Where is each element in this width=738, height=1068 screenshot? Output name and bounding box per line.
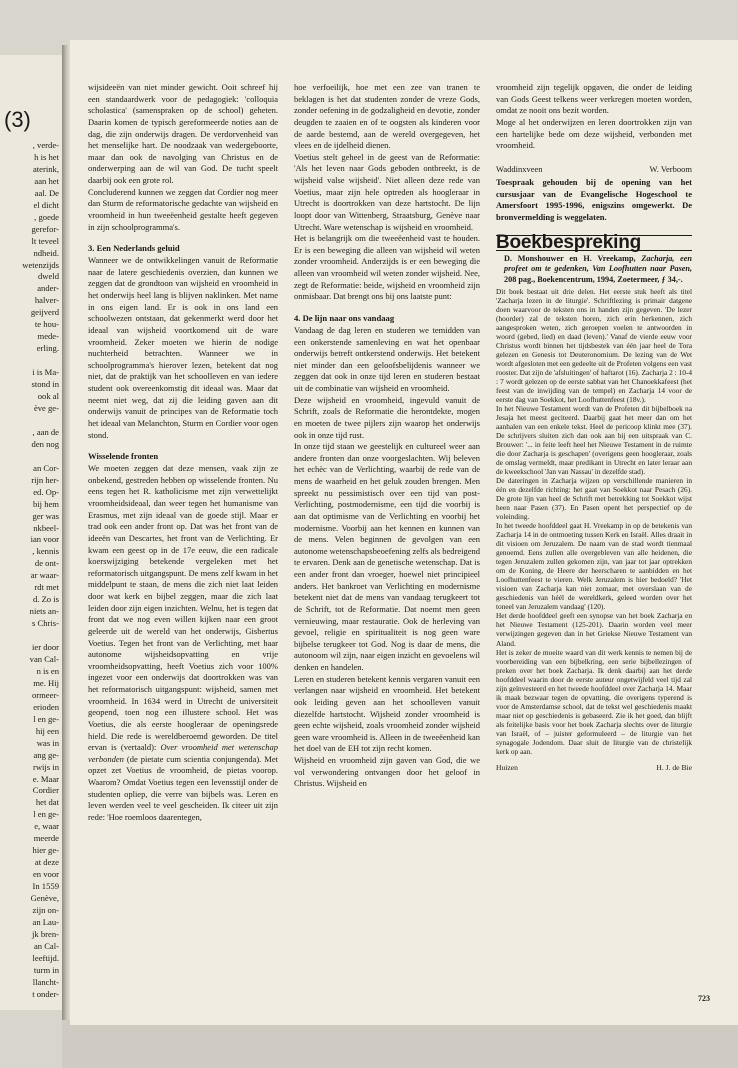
fragment-line: an Cal-: [33, 940, 59, 951]
reviewer-signature: [496, 762, 692, 774]
review-paragraph: De dateringen in Zacharja wijzen op verschillende manieren in één en dezelfde richting: het gaat van Soekkot naar Pesach (26). De grote lijn van heel de Schrift met betrekking tot Soekkot wijst heen naar Pasen (37). En Pasen opent het perspectief op de voleinding.: [496, 476, 692, 522]
fragment-line: ook al: [37, 391, 59, 402]
fragment-line: ger was: [32, 510, 59, 521]
fragment-line: i is Ma-: [32, 367, 59, 378]
fragment-line: wetenzijds: [22, 259, 59, 270]
fragment-line: n is en: [36, 665, 59, 676]
fragment-line: llancht-: [32, 976, 59, 987]
fragment-line: e, waar: [34, 821, 59, 832]
fragment-line: hier ge-: [32, 845, 59, 856]
signature-name: W. Verboom: [649, 163, 692, 174]
fragment-line: nkbeel-: [33, 522, 59, 533]
fragment-line: van Cal-: [29, 653, 59, 664]
fragment-line: hij een: [35, 725, 59, 736]
fragment-line: me. Hij: [33, 677, 59, 688]
fragment-line: h is het: [34, 151, 59, 162]
review-paragraph: Het is zeker de moeite waard van dit werk kennis te nemen bij de voorbereiding van een bijbelkring, een serie bijbellezingen of preken over het boek Zacharja. Ik denk daarbij aan het derde hoofddeel waarin door de eerste auteur ongetwijfeld veel tijd zal zijn geïnvesteerd en het tweede hoofddeel over Zacharja 14. Maar ik maak bezwaar tegen de opvatting, die overigens typerend is voor de Amsterdamse school, dat de tekst wel geschiedenis maakt maar niet op geschiedenis is gebaseerd. Zie ik het goed, dan blijft als feitelijke basis voor het boek Zacharja slechts over de liturgie van Israël, of – juister geformuleerd – de liturgie van het synagogale Jodendom. Daar sluit de liturgie van de christelijk kerk op aan.: [496, 647, 692, 756]
paragraph: Concluderend kunnen we zeggen dat Cordier nog meer dan Sturm de reformatorische gedachte van wijsheid en vroomheid in hun tweeëenheid gestalte heeft gegeven in zijn schoolprogramma's.: [88, 186, 278, 232]
section-heading: Wisselende fronten: [88, 451, 159, 462]
fragment-line: Genève,: [30, 893, 59, 904]
fragment-line: ed. Op-: [33, 486, 59, 497]
fragment-line: rwijs in: [32, 761, 59, 772]
fragment-line: [3, 355, 59, 367]
fragment-line: meerde: [33, 833, 59, 844]
paragraph: Deze wijsheid en vroomheid, ingevuld vanuit de Schrift, zoals de Reformatie die herontdekte, mogen en moeten de twee pijlers zijn waarop het onderwijs ook in onze tijd rust.: [294, 394, 480, 440]
fragment-line: at deze: [34, 857, 59, 868]
review-paragraph: Het derde hoofddeel geeft een synopse van het boek Zacharja en het Nieuwe Testament (125-201). Daarin worden veel meer verwijzingen gegeven dan in het Griekse Nieuwe Testament van Aland.: [496, 611, 692, 648]
fragment-line: te hou-: [34, 319, 59, 330]
fragment-line: rdt met: [34, 582, 59, 593]
paragraph: hoe verfoeilijk, hoe met een zee van tranen te beklagen is het dat studenten zonder de vreze Gods, zonder oefening in de godzaligheid en devotie, zonder deugden te zaaien en of te oogsten als kinderen voor de aarde bestemd, aan de wereld overgegeven, het vlees en de ijdelheid dienen.: [294, 82, 480, 151]
scan-margin: [62, 1020, 738, 1068]
column-1: [88, 82, 278, 824]
book-gutter: [62, 45, 70, 1020]
fragment-line: [3, 451, 59, 463]
fragment-line: mede-: [37, 331, 59, 342]
page-number: 723: [698, 994, 710, 1003]
fragment-line: ang ge-: [33, 749, 59, 760]
paragraph: vroomheid zijn tegelijk opgaven, die onder de leiding van Gods Geest telkens weer verkregen moeten worden, omdat ze nooit ons bezit worden.: [496, 82, 692, 116]
book-title: Zacharja, een profeet om te gedenken, Van Loofhutten naar Pasen,: [504, 254, 692, 274]
paragraph: Voetius stelt geheel in de geest van de Reformatie: 'Als het leven naar Gods geboden ontbreekt, is de wijsheid valse wijsheid'. Niet alleen deze rede van Voetius, maar zijn hele optreden als hoogleraar in Utrecht is doortrokken van deze hartstocht. De lijn loopt door van Wittenberg, Straatsburg, Genève naar Utrecht. Ware wetenschap is wijsheid en vroomheid.: [294, 151, 480, 232]
fragment-line: zijn on-: [32, 905, 59, 915]
section-heading: 3. Een Nederlands geluid: [88, 243, 180, 254]
signature-name: H. J. de Bie: [656, 762, 692, 772]
book-reference: D. Monshouwer en H. Vreekamp, Zacharja, een profeet om te gedenken, Van Loofhutten naar Pasen, 208 pag., Boekencentrum, 1994, Zoetermeer, ƒ 34,-.: [504, 254, 692, 284]
review-paragraph: Dit boek bestaat uit drie delen. Het eerste stuk heeft als titel 'Zacharja lezen in de liturgie'. Schriftlezing is primair datgene doen waarvoor de teksten ons in handen zijn gegeven. 'De lezer (hoorder) zal de teksten horen, zich erin herkennen, zich aangesproken weten, zich geroepen voelen te antwoorden in woord (gebed, lied) en daad (leven).' Vanaf de vierde eeuw voor Christus wordt binnen het tijdsbestek van één jaar heel de Tora gelezen en Genesis tot Deuteronomium. De lezing van de Wet wordt afgesloten met een gedeelte uit de Profeten volgens een vast rooster. Dat zijn de 'afsluitingen' of haftarot (16). Zacharja 2 : 10-4 : 7 wordt gelezen op de eerste sabbat van het Chanoekkafeest (het feest van de inwijding van de tempel) en Zacharja 14 voor de eerste dag van Soekkot, het Loofhuttenfeest (18v.).: [496, 286, 692, 405]
paragraph: Moge al het onderwijzen en leren doortrokken zijn van een hartelijke bede om deze wijsheid, verbonden met vroomheid.: [496, 116, 692, 151]
paragraph: We moeten zeggen dat deze mensen, vaak zijn ze onbekend, gestreden hebben op wisselende fronten. Nu eens tegen het R. katholicisme met zijn verwettelijkt vroomheidsideaal, dan weer tegen het humanisme van Erasmus, met zijn ideaal van de goede stijl. Maar er trad ook een ander front op. Dat was het front van de ideeën van Descartes, het front van de Verlichting. Er kwam een geest op in de 17e eeuw, die een radicale koerswijziging betekende vergeleken met het reformatorisch uitgangspunt. De mens zelf kwam in het middelpunt te staan, de mens die zich niet laat leiden door wat kerk en bijbel zeggen, maar die zich laat leiden door zijn eigen inzichten. Welnu, het is tegen dat front dat we nog even willen kijken naar een groot geleerde uit de wereld van het onderwijs, Gisbertus Voetius. Tegen het front van de Verlichting, met haar autonome wijsheidsopvatting en vrije vroomheidsopvatting, heeft Voetius zich voor 100% ingezet voor een onderwijs dat doortrokken was van het reformatorisch uitgangspunt: wijsheid, samen met vroomheid. In 1634 werd in Utrecht de universiteit geopend, toen nog een illustere school. Het was Voetius, die als eerste hoogleraar de openingsrede hield. Die rede is wereldberoemd geworden. De titel ervan is (vertaald): Over vroomheid met wetenschap verbonden (de pietate cum scientia conjungenda). Met opzet zet Voetius de vroomheid, de pietas voorop. Waarom? Omdat Voetius tegen een levensstijl onder de studenten opliep, die verre van bijbels was. Leren en leven werden veel te veel gescheiden. Ik citeer uit zijn rede: 'Hoe roemloos daarentegen,: [88, 463, 278, 822]
fragment-line: l en ge-: [33, 809, 59, 820]
fragment-line: l en ge-: [33, 713, 59, 724]
review-section-heading: Boekbespreking: [496, 235, 692, 251]
fragment-line: geijverd: [30, 307, 59, 318]
fragment-line: ander-: [37, 283, 59, 294]
fragment-line: dweld: [37, 271, 59, 282]
fragment-line: lt teveel: [31, 235, 59, 246]
fragment-line: In 1559: [32, 881, 59, 892]
fragment-line: an Cor-: [33, 462, 59, 473]
fragment-line: , goede: [34, 211, 59, 222]
fragment-line: leeftijd.: [32, 952, 59, 963]
fragment-line: , aan de: [32, 426, 59, 437]
fragment-line: niets an-: [29, 606, 59, 617]
fragment-line: aan het: [34, 175, 59, 186]
fragment-line: , kennis: [32, 546, 59, 557]
column-2: [294, 82, 480, 790]
review-body: [496, 287, 692, 756]
fragment-line: stond in: [31, 379, 59, 390]
lecture-title: Over vroomheid met wetenschap verbonden: [88, 742, 278, 764]
fragment-line: t onder-: [32, 988, 59, 999]
fragment-line: [3, 415, 59, 427]
fragment-line: en voor: [32, 869, 59, 880]
fragment-line: rijn her-: [31, 474, 59, 485]
fragment-line: het dat: [35, 797, 59, 808]
fragment-line: el dicht: [33, 199, 59, 210]
fragment-line: halver-: [34, 295, 59, 306]
magazine-page: [70, 40, 738, 1025]
paragraph: wijsideeën van niet minder gewicht. Ooit schreef hij een standaardwerk voor de pedagogiek: 'colloquia scholastica' (samenspraken op de school) geheten. Daarin komen de typisch gereformeerde noties aan de dag, die zijn onderwijs dragen. De verdorvenheid van het menselijke hart. De noodzaak van wedergeboorte, maar dan ook de navolging van Christus en de onderwerping aan de wil van God. De tucht speelt daarbij ook een grote rol.: [88, 82, 278, 185]
paragraph: Leren en studeren betekent kennis vergaren vanuit een verlangen naar wijsheid en vroomheid. Het betekent ook leiding geven aan het schoolleven vanuit diezelfde hartstocht. Wijsheid zonder vroomheid is geen echte wijsheid, zoals vroomheid zonder wijsheid geen ware vroomheid is. Alleen in de tweeëenheid kan het doel van de EH tot zijn recht komen.: [294, 673, 480, 754]
paragraph: Vandaag de dag leren en studeren we temidden van een onkerstende samenleving en wat het openbaar onderwijs betreft ontkerstend onderwijs. Het betekent niet minder dan een geloofsbelijdenis wanneer we zeggen dat ook in onze tijd leren en studeren bestaat uit de combinatie van wijsheid en vroomheid.: [294, 324, 480, 393]
fragment-line: , verde-: [32, 140, 59, 150]
review-paragraph: In het Nieuwe Testament wordt van de Profeten dit bijbelboek na Jesaja het meest geciteerd. Daarbij gaat het meer dan om het aanhalen van een enkele tekst. Heel de pericoop klinkt mee (37). De schrijvers sluiten zich dan ook aan bij een uitspraak van C. Brouwer: '... in feite leeft heel het Nieuwe Testament in de ruimte die door Zacharja is geschapen' (overigens geen hoogleraar, zoals de omslag vermeldt, maar predikant in Utrecht en later leraar aan de kweekschool 'Jan van Nassau' in dezelfde stad).: [496, 404, 692, 477]
fragment-line: [3, 630, 59, 642]
fragment-line: aal. De: [34, 187, 59, 198]
fragment-line: ormeer-: [31, 689, 59, 700]
fragment-line: ndheid.: [33, 247, 59, 258]
fragment-line: aterink,: [32, 163, 59, 174]
fragment-line: was in: [36, 737, 59, 748]
facing-page-fragment: [0, 55, 62, 1010]
fragment-line: jk bren-: [32, 928, 59, 939]
signature-place: Waddinxveen: [496, 163, 543, 174]
facing-page-text-fragment: [3, 140, 59, 1001]
paragraph: Wijsheid en vroomheid zijn gaven van God, die we vol verwondering ontvangen door het geloof in Christus. Wijsheid en: [294, 755, 480, 789]
fragment-line: e. Maar: [32, 773, 59, 784]
fragment-line: Cordier: [32, 785, 59, 796]
fragment-line: bij hem: [32, 498, 59, 509]
fragment-line: de ont-: [34, 558, 59, 569]
fragment-line: s Chris-: [32, 618, 59, 629]
speech-note: Toespraak gehouden bij de opening van het cursusjaar van de Evangelische Hogeschool te Amersfoort 1995-1996, enigszins omgewerkt. De bronvermelding is weggelaten.: [496, 177, 692, 222]
review-paragraph: In het tweede hoofddeel gaat H. Vreekamp in op de betekenis van Zacharja 14 in de ontmoeting tussen Kerk en Israël. Alles draait in dit visioen om Jeruzalem. De naam van de stad wordt tienmaal genoemd. Eens zullen alle overgebleven van alle heidenen, die tegen Jeruzalem zullen gekomen zijn, van jaar tot jaar optrekken om de Koning, de Heere der heerscharen te aanbidden en het Loofhuttenfeest te vieren. Welk Jeruzalem is hier bedoeld? 'Het visioen van Zacharja kan niet zomaar, met overslaan van de geschiedenis van héél de wereldkerk, geleed worden over het toneel van Jeruzalem vandaag' (120).: [496, 521, 692, 612]
fragment-line: ar waar-: [30, 570, 59, 581]
fragment-line: an Lau-: [32, 916, 59, 927]
fragment-line: erioden: [33, 701, 59, 712]
fragment-line: erling.: [36, 343, 59, 354]
fragment-line: ier door: [32, 642, 59, 653]
author-signature: [496, 164, 692, 176]
paragraph: In onze tijd staan we geestelijk en cultureel weer aan andere fronten dan onze voorgeslachten. Wij beleven het echèc van de Verlichting, waarbij de rede van de mens de waarheid en het geluk zouden brengen. Men spreekt nu pessimistisch over een tijd van post-Verlichting, postmodernisme, een tijd die voorbij is aan dat optimisme van de Verlichting en voorbij het modernisme. Voorbij aan het kennen en kunnen van de mens. Velen beginnen de gevolgen van een autonome wetenschapsbeoefening zelfs als bedreigend te ervaren. Denk aan de genetische wetenschap. Dat is een ander front dan vroeger, hoewel niet principieel anders. Het bankroet van Verlichting en modernisme betekent niet dat de mens van vandaag terugkeert tot de Schrift, tot de Reformatie. Dat noemt men geen vernieuwing, maar restauratie. Ook de herleving van gevoel, religie en spiritualiteit is nog geen ware bijbelse terugkeer tot God. Nog is daar de mens, die autonoom wil zijn, naar eigen inzicht en gevoelens wil denken en handelen.: [294, 441, 480, 672]
signature-place: Huizen: [496, 762, 518, 772]
fragment-line: ève ge-: [33, 402, 59, 413]
fragment-line: gerefor-: [31, 223, 59, 234]
column-3: [496, 82, 692, 773]
facing-page-heading-fragment: (3): [4, 107, 31, 132]
fragment-line: den nog: [31, 438, 59, 449]
fragment-line: turm in: [33, 964, 59, 975]
paragraph: Wanneer we de ontwikkelingen vanuit de Reformatie naar de latere geschiedenis overzien, dan kunnen we zeggen dat de grondtoon van wijsheid en vroomheid in het onderwijs heel lang is blijven naklinken. Met name in ons eigen land. Er is ook in ons land een schoolwezen ontstaan, dat gekenmerkt werd door het ideaal van wijsheid voortkomend uit de ware vroomheid. Zeker moeten we hierin de nodige nuchterheid betrachten. Wanneer we in schoolprogramma's hierover lezen, betekent dat nog niet, dat de praktijk van het schoolleven en van iedere student ook overeenkomstig dit ideaal was. Maar dat neemt niet weg, dat zij die leiding gaven aan dit onderwijs vanuit de principes van de Reformatie toch het ideaal van Melanchton, Sturm en Cordier voor ogen stond.: [88, 255, 278, 440]
fragment-line: ian voor: [30, 534, 59, 545]
section-heading: 4. De lijn naar ons vandaag: [294, 312, 395, 323]
fragment-line: d. Zo is: [32, 594, 59, 605]
paragraph: Het is belangrijk om die tweeëenheid vast te houden. Er is een beweging die alleen van wijsheid wil weten zonder vroomheid. Anderzijds is er een beweging die alleen van vroomheid wil weten zonder wijsheid. Nee, zegt de Reformatie: beide, wijsheid en vroomheid zijn onmisbaar. Dat brengt ons bij ons laatste punt:: [294, 233, 480, 302]
